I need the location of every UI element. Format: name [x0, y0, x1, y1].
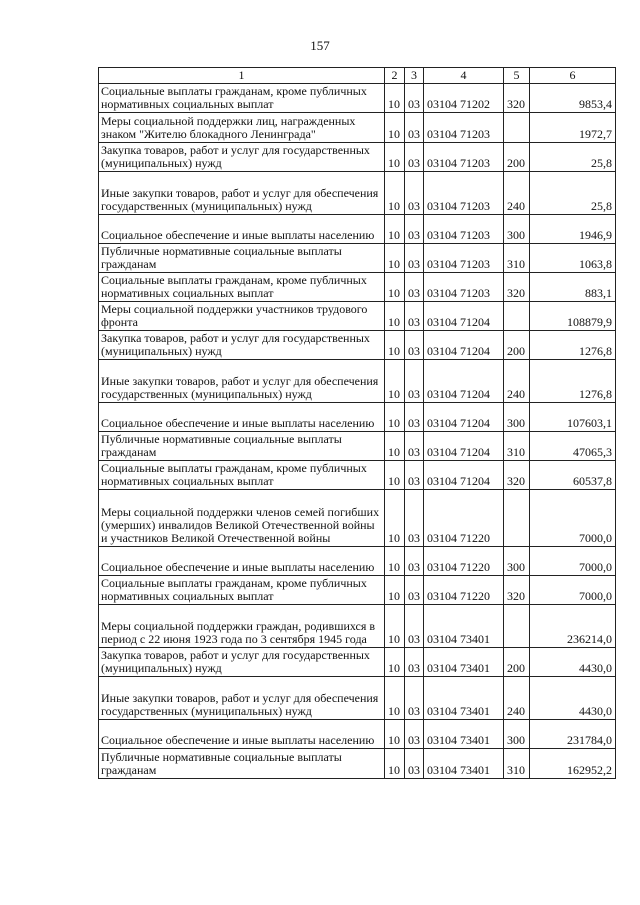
table-row — [99, 461, 616, 490]
section-code-cell: 10 — [385, 490, 405, 547]
expense-type-cell: 320 — [504, 273, 530, 302]
item-name-cell: Меры социальной поддержки членов семей погибших (умерших) инвалидов Великой Отечественной войны и участников Великой Отечественной войны — [99, 490, 385, 547]
expense-type-cell — [504, 113, 530, 143]
target-article-cell: 03104 71204 — [424, 461, 504, 490]
amount-cell: 25,8 — [530, 143, 616, 172]
subsection-code-cell: 03 — [405, 84, 424, 113]
section-code-cell: 10 — [385, 331, 405, 360]
table-row — [99, 113, 616, 143]
page-number: 157 — [310, 38, 330, 53]
table-row — [99, 302, 616, 331]
section-code-cell: 10 — [385, 215, 405, 244]
section-code-cell: 10 — [385, 720, 405, 749]
item-name-cell: Иные закупки товаров, работ и услуг для обеспечения государственных (муниципальных) нужд — [99, 172, 385, 215]
expense-type-cell: 300 — [504, 720, 530, 749]
section-code-cell: 10 — [385, 648, 405, 677]
amount-cell: 4430,0 — [530, 648, 616, 677]
target-article-cell: 03104 73401 — [424, 605, 504, 648]
table-row — [99, 403, 616, 432]
target-article-cell: 03104 71204 — [424, 360, 504, 403]
header-row — [99, 68, 616, 84]
target-article-cell: 03104 71204 — [424, 432, 504, 461]
amount-cell: 1972,7 — [530, 113, 616, 143]
section-code-cell: 10 — [385, 113, 405, 143]
expense-type-cell: 240 — [504, 360, 530, 403]
target-article-cell: 03104 73401 — [424, 648, 504, 677]
target-article-cell: 03104 71202 — [424, 84, 504, 113]
expense-type-cell — [504, 605, 530, 648]
header-cell: 1 — [99, 68, 385, 84]
item-name-cell: Социальное обеспечение и иные выплаты населению — [99, 547, 385, 576]
amount-cell: 60537,8 — [530, 461, 616, 490]
section-code-cell: 10 — [385, 172, 405, 215]
subsection-code-cell: 03 — [405, 143, 424, 172]
amount-cell: 231784,0 — [530, 720, 616, 749]
section-code-cell: 10 — [385, 461, 405, 490]
expense-type-cell: 240 — [504, 172, 530, 215]
amount-cell: 1276,8 — [530, 331, 616, 360]
item-name-cell: Публичные нормативные социальные выплаты гражданам — [99, 749, 385, 779]
target-article-cell: 03104 71203 — [424, 143, 504, 172]
table-row — [99, 648, 616, 677]
subsection-code-cell: 03 — [405, 215, 424, 244]
section-code-cell: 10 — [385, 143, 405, 172]
table-row — [99, 749, 616, 779]
table-row — [99, 360, 616, 403]
subsection-code-cell: 03 — [405, 360, 424, 403]
expense-type-cell — [504, 302, 530, 331]
expense-type-cell: 310 — [504, 244, 530, 273]
target-article-cell: 03104 71220 — [424, 490, 504, 547]
item-name-cell: Социальное обеспечение и иные выплаты населению — [99, 215, 385, 244]
table-row — [99, 432, 616, 461]
item-name-cell: Меры социальной поддержки граждан, родившихся в период с 22 июня 1923 года по 3 сентября 1945 года — [99, 605, 385, 648]
target-article-cell: 03104 73401 — [424, 720, 504, 749]
item-name-cell: Закупка товаров, работ и услуг для государственных (муниципальных) нужд — [99, 331, 385, 360]
target-article-cell: 03104 71203 — [424, 273, 504, 302]
target-article-cell: 03104 71203 — [424, 244, 504, 273]
subsection-code-cell: 03 — [405, 302, 424, 331]
item-name-cell: Социальные выплаты гражданам, кроме публичных нормативных социальных выплат — [99, 461, 385, 490]
target-article-cell: 03104 71220 — [424, 547, 504, 576]
table-row — [99, 143, 616, 172]
subsection-code-cell: 03 — [405, 605, 424, 648]
item-name-cell: Закупка товаров, работ и услуг для государственных (муниципальных) нужд — [99, 143, 385, 172]
subsection-code-cell: 03 — [405, 113, 424, 143]
amount-cell: 7000,0 — [530, 490, 616, 547]
subsection-code-cell: 03 — [405, 244, 424, 273]
amount-cell: 9853,4 — [530, 84, 616, 113]
table-row — [99, 576, 616, 605]
table-row — [99, 172, 616, 215]
subsection-code-cell: 03 — [405, 648, 424, 677]
amount-cell: 162952,2 — [530, 749, 616, 779]
expense-type-cell — [504, 490, 530, 547]
table-row — [99, 273, 616, 302]
item-name-cell: Социальное обеспечение и иные выплаты населению — [99, 720, 385, 749]
expense-type-cell: 320 — [504, 576, 530, 605]
section-code-cell: 10 — [385, 403, 405, 432]
target-article-cell: 03104 71203 — [424, 215, 504, 244]
subsection-code-cell: 03 — [405, 749, 424, 779]
section-code-cell: 10 — [385, 302, 405, 331]
item-name-cell: Публичные нормативные социальные выплаты гражданам — [99, 432, 385, 461]
table-row — [99, 605, 616, 648]
item-name-cell: Социальные выплаты гражданам, кроме публичных нормативных социальных выплат — [99, 273, 385, 302]
expense-type-cell: 240 — [504, 677, 530, 720]
expense-type-cell: 320 — [504, 461, 530, 490]
section-code-cell: 10 — [385, 749, 405, 779]
expense-type-cell: 310 — [504, 432, 530, 461]
table-row — [99, 84, 616, 113]
item-name-cell: Социальные выплаты гражданам, кроме публичных нормативных социальных выплат — [99, 84, 385, 113]
header-cell: 6 — [530, 68, 616, 84]
section-code-cell: 10 — [385, 605, 405, 648]
table-row — [99, 547, 616, 576]
table-row — [99, 490, 616, 547]
expense-type-cell: 320 — [504, 84, 530, 113]
amount-cell: 7000,0 — [530, 547, 616, 576]
section-code-cell: 10 — [385, 244, 405, 273]
section-code-cell: 10 — [385, 547, 405, 576]
expense-type-cell: 200 — [504, 648, 530, 677]
subsection-code-cell: 03 — [405, 576, 424, 605]
expense-type-cell: 200 — [504, 331, 530, 360]
item-name-cell: Иные закупки товаров, работ и услуг для обеспечения государственных (муниципальных) нужд — [99, 360, 385, 403]
subsection-code-cell: 03 — [405, 273, 424, 302]
target-article-cell: 03104 71204 — [424, 302, 504, 331]
target-article-cell: 03104 73401 — [424, 749, 504, 779]
header-cell: 3 — [405, 68, 424, 84]
section-code-cell: 10 — [385, 576, 405, 605]
item-name-cell: Закупка товаров, работ и услуг для государственных (муниципальных) нужд — [99, 648, 385, 677]
target-article-cell: 03104 71204 — [424, 403, 504, 432]
expense-type-cell: 300 — [504, 215, 530, 244]
subsection-code-cell: 03 — [405, 720, 424, 749]
header-cell: 5 — [504, 68, 530, 84]
subsection-code-cell: 03 — [405, 331, 424, 360]
table-row — [99, 331, 616, 360]
expense-type-cell: 310 — [504, 749, 530, 779]
subsection-code-cell: 03 — [405, 432, 424, 461]
section-code-cell: 10 — [385, 677, 405, 720]
target-article-cell: 03104 71203 — [424, 172, 504, 215]
item-name-cell: Социальные выплаты гражданам, кроме публичных нормативных социальных выплат — [99, 576, 385, 605]
amount-cell: 7000,0 — [530, 576, 616, 605]
amount-cell: 1276,8 — [530, 360, 616, 403]
amount-cell: 1946,9 — [530, 215, 616, 244]
amount-cell: 1063,8 — [530, 244, 616, 273]
header-cell: 4 — [424, 68, 504, 84]
item-name-cell: Меры социальной поддержки участников трудового фронта — [99, 302, 385, 331]
expense-type-cell: 300 — [504, 547, 530, 576]
target-article-cell: 03104 71204 — [424, 331, 504, 360]
item-name-cell: Иные закупки товаров, работ и услуг для обеспечения государственных (муниципальных) нужд — [99, 677, 385, 720]
subsection-code-cell: 03 — [405, 547, 424, 576]
subsection-code-cell: 03 — [405, 461, 424, 490]
section-code-cell: 10 — [385, 84, 405, 113]
subsection-code-cell: 03 — [405, 677, 424, 720]
header-cell: 2 — [385, 68, 405, 84]
table-row — [99, 215, 616, 244]
amount-cell: 25,8 — [530, 172, 616, 215]
item-name-cell: Социальное обеспечение и иные выплаты населению — [99, 403, 385, 432]
table-row — [99, 677, 616, 720]
item-name-cell: Меры социальной поддержки лиц, награжденных знаком "Жителю блокадного Ленинграда" — [99, 113, 385, 143]
amount-cell: 236214,0 — [530, 605, 616, 648]
section-code-cell: 10 — [385, 360, 405, 403]
target-article-cell: 03104 71203 — [424, 113, 504, 143]
target-article-cell: 03104 73401 — [424, 677, 504, 720]
amount-cell: 4430,0 — [530, 677, 616, 720]
table-row — [99, 244, 616, 273]
item-name-cell: Публичные нормативные социальные выплаты гражданам — [99, 244, 385, 273]
amount-cell: 47065,3 — [530, 432, 616, 461]
section-code-cell: 10 — [385, 432, 405, 461]
subsection-code-cell: 03 — [405, 403, 424, 432]
expense-type-cell: 200 — [504, 143, 530, 172]
budget-table — [98, 67, 616, 779]
table-row — [99, 720, 616, 749]
target-article-cell: 03104 71220 — [424, 576, 504, 605]
subsection-code-cell: 03 — [405, 490, 424, 547]
amount-cell: 108879,9 — [530, 302, 616, 331]
expense-type-cell: 300 — [504, 403, 530, 432]
section-code-cell: 10 — [385, 273, 405, 302]
amount-cell: 107603,1 — [530, 403, 616, 432]
subsection-code-cell: 03 — [405, 172, 424, 215]
amount-cell: 883,1 — [530, 273, 616, 302]
